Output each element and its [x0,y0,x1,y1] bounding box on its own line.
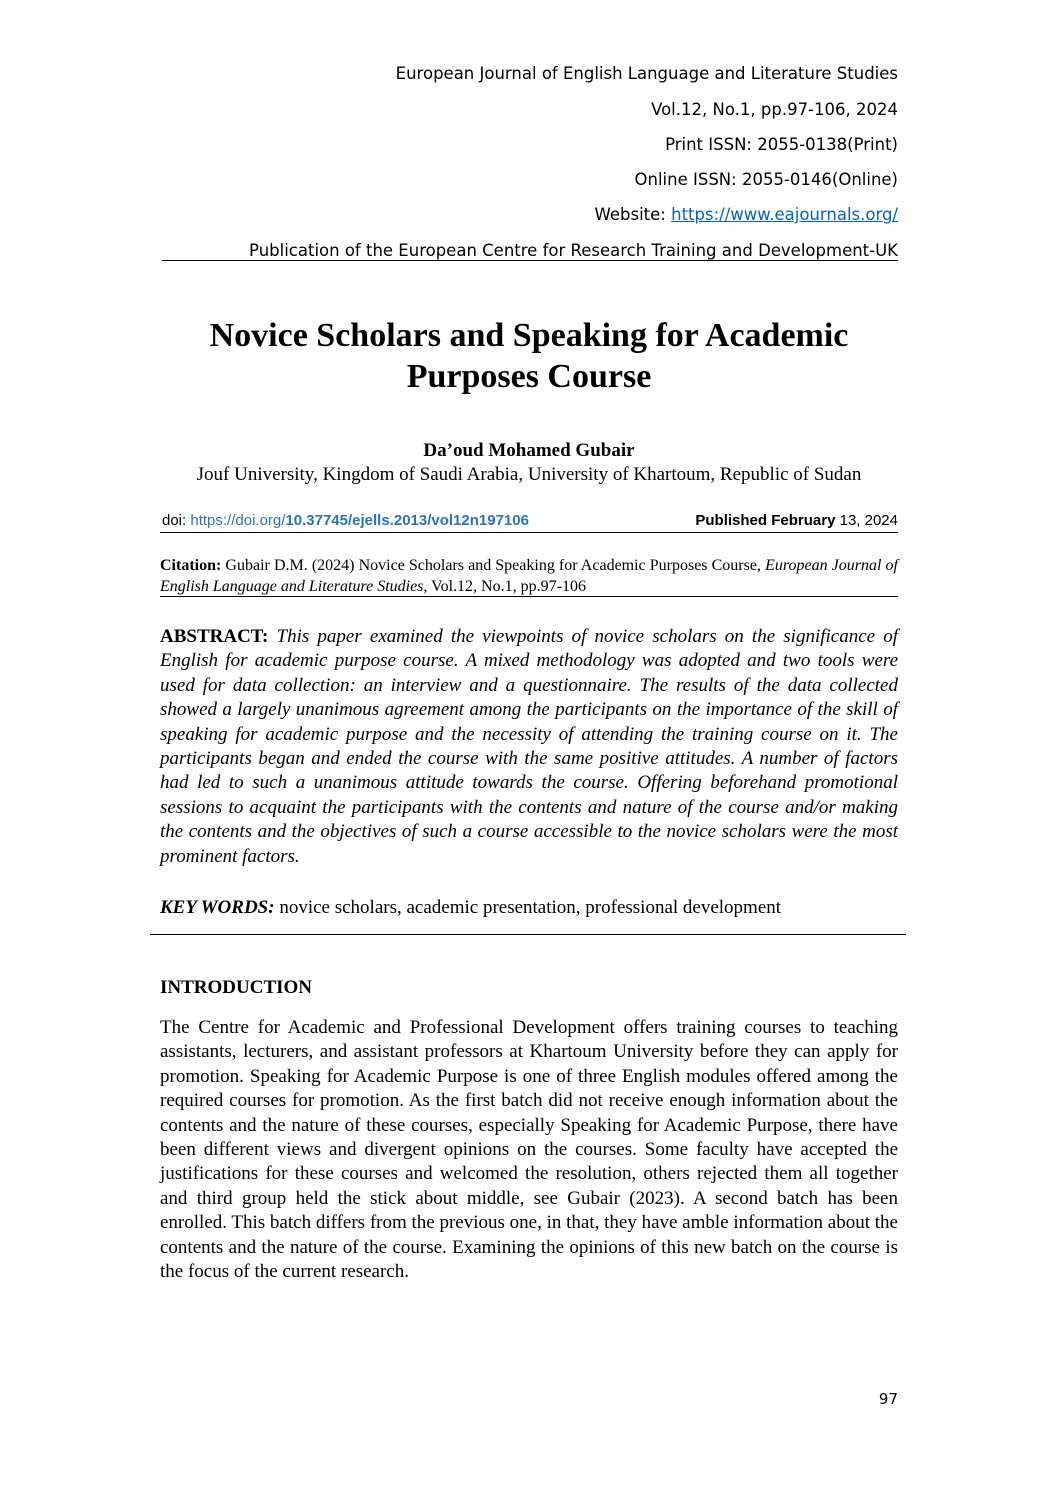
citation-tail: , Vol.12, No.1, pp.97-106 [423,578,586,595]
publisher-line: Publication of the European Centre for Research Training and Development-UK [249,241,898,260]
doi-link[interactable] [190,512,529,529]
abstract-divider [150,934,906,935]
published-day: 13, 2024 [835,512,898,529]
introduction-text: The Centre for Academic and Professional Development offers training courses to teaching assistants, lecturers, and assistant professors at Khartoum University before they can apply for promotion. Speaking for Academic Purpose is one of three English modules offered among the required courses for promotion. As the first batch did not receive enough information about the contents and the nature of these courses, especially Speaking for Academic Purpose, there have been different views and divergent opinions on the courses. Some faculty have accepted the justifications for these courses and welcomed the resolution, others rejected them all together and third group held the stick about middle, see Gubair (2023). A second batch has been enrolled. This batch differs from the previous one, in that, they have amble information about the contents and the nature of the course. Examining the opinions of this new batch on the course is the focus of the current research. [160,1017,898,1283]
online-issn: Online ISSN: 2055-0146(Online) [634,170,898,189]
introduction-heading: INTRODUCTION [160,977,313,998]
author-affiliation: Jouf University, Kingdom of Saudi Arabia, University of Khartoum, Republic of Sudan [196,464,862,485]
print-issn: Print ISSN: 2055-0138(Print) [665,135,898,154]
citation-journal: European Journal of English Language and Literature Studies [160,557,898,595]
paper-title: Novice Scholars and Speaking for Academic Purposes Course [209,317,849,395]
doi-divider [160,532,898,533]
header-divider [162,260,898,261]
website-label: Website: [594,205,672,224]
journal-name: European Journal of English Language and Literature Studies [395,64,898,83]
volume-info: Vol.12, No.1, pp.97-106, 2024 [651,100,898,119]
abstract [160,625,898,869]
keywords-label: KEY WORDS: [160,897,275,918]
citation [160,555,898,597]
author-name: Da’oud Mohamed Gubair [423,440,635,461]
page-number: 97 [878,1390,898,1408]
doi-prefix: https://doi.org/ [190,512,286,529]
published-label: Published February [695,512,836,529]
doi-line [162,512,529,529]
doi-id: 10.37745/ejells.2013/vol12n197106 [285,512,529,529]
citation-label: Citation: [160,557,222,574]
keywords [160,897,898,919]
abstract-text: This paper examined the viewpoints of novice scholars on the significance of English for academic purpose course. A mixed methodology was adopted and two tools were used for data collection: an interview and a questionnaire. The results of the data collected showed a largely unanimous agreement among the participants on the importance of the skill of speaking for academic purpose and the necessity of attending the training course on it. The participants began and ended the course with the same positive attitudes. A number of factors had led to such a unanimous attitude towards the course. Offering beforehand promotional sessions to acquaint the participants with the contents and nature of the course and/or making the contents and the objectives of such a course accessible to the novice scholars were the most prominent factors. [160,626,899,867]
published-date [695,512,898,529]
citation-divider [160,596,898,597]
website-line [595,205,898,224]
doi-label: doi: [162,512,191,529]
website-link[interactable]: https://www.eajournals.org/ [671,205,898,224]
keywords-text: novice scholars, academic presentation, professional development [279,897,782,918]
citation-text: Gubair D.M. (2024) Novice Scholars and Speaking for Academic Purposes Course, [221,557,766,574]
abstract-label: ABSTRACT: [160,626,269,647]
